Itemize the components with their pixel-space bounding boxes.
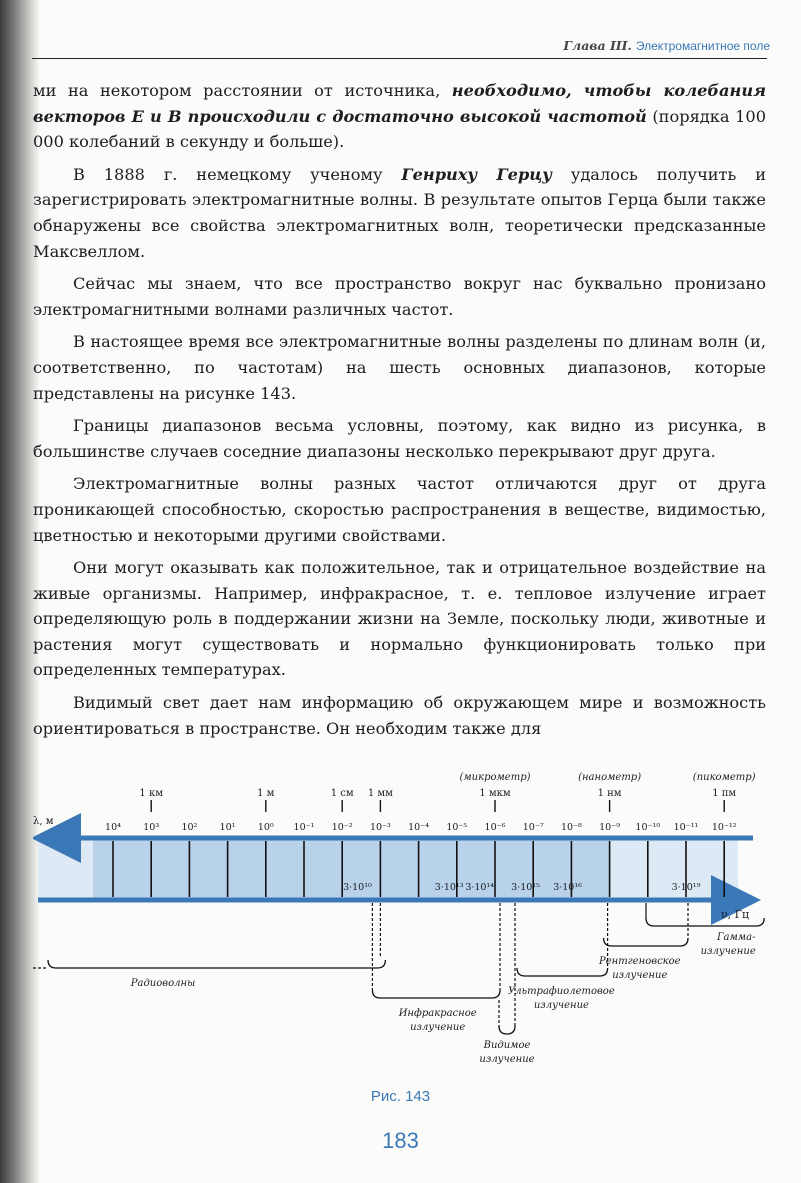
unit-label: 1 мм [367, 788, 393, 799]
frequency-label: 3·10¹⁴ [465, 882, 495, 893]
wavelength-tick-label: 10⁻⁸ [560, 822, 582, 833]
chapter-label: Глава III. [563, 38, 632, 53]
paragraph-6: Электромагнитные волны разных частот отличаются друг от друга проникающей способностью, скоростью распространения в веществе, видимостью, цветностью и некоторыми другими свойствами. [33, 474, 766, 545]
gamma-label: излучение [700, 946, 756, 957]
unit-label: 1 см [330, 788, 354, 799]
infrared-bracket [372, 990, 500, 998]
paragraph-7: Они могут оказывать как положительное, так и отрицательное воздействие на живые организмы. Например, инфракрасное, т. е. тепловое излучение играет определяющую роль в поддержании жизни на Земле, поскольку люди, животные и растения могут существовать и нормально функционировать только при определенных температурах. [33, 558, 766, 680]
paragraph-4: В настоящее время все электромагнитные волны разделены по длинам волн (и, соответственно, по частотам) на шесть основных диапазонов, которые представлены на рисунке 143. [33, 332, 766, 403]
frequency-label: 3·10¹³ [434, 882, 464, 893]
wavelength-tick-label: 10⁻⁴ [408, 822, 430, 833]
infrared-label: излучение [410, 1022, 466, 1033]
xray-bracket [604, 938, 688, 946]
p1-emphasis: необходимо, чтобы колебания векторов E и B происходили с достаточно высокой частотой [33, 81, 767, 126]
unit-label: 1 км [139, 788, 163, 799]
frequency-label: 3·10¹⁹ [671, 882, 701, 893]
wavelength-tick-label: 10⁻⁶ [484, 822, 506, 833]
ultraviolet-label: излучение [533, 1000, 589, 1011]
wavelength-tick-label: 10⁻⁵ [446, 822, 468, 833]
frequency-label: 3·10¹⁶ [553, 882, 582, 893]
unit-name-label: (нанометр) [578, 772, 642, 783]
wavelength-tick-label: 10⁻³ [369, 822, 391, 833]
paragraph-1 [33, 78, 766, 155]
p2-name: Генриху Герцу [401, 164, 552, 184]
nu-axis-label: ν, Гц [721, 908, 750, 921]
infrared-label: Инфракрасное [398, 1008, 477, 1019]
header-rule [32, 58, 767, 59]
xray-label: Рентгеновское [598, 956, 681, 967]
visible-bracket [499, 1026, 515, 1034]
section-title: Электромагнитное поле [635, 39, 770, 53]
unit-label: 1 пм [712, 788, 737, 799]
unit-label: 1 нм [597, 788, 622, 799]
ultraviolet-bracket [517, 968, 608, 976]
wavelength-tick-label: 10⁴ [105, 822, 121, 833]
unit-label: 1 м [257, 788, 275, 799]
unit-name-label: (микрометр) [459, 772, 531, 783]
p1-tail: (порядка 100 000 колебаний в секунду и больше). [33, 106, 766, 152]
radio-bracket [48, 960, 385, 968]
wavelength-tick-label: 10¹ [219, 822, 236, 833]
frequency-label: 3·10¹⁵ [511, 882, 540, 893]
wavelength-tick-label: 10⁻¹ [293, 822, 315, 833]
paragraph-2 [33, 162, 766, 264]
paragraph-3: Сейчас мы знаем, что все пространство вокруг нас буквально пронизано электромагнитными волнами различных частот. [33, 274, 766, 319]
figure-caption: Рис. 143 [370, 1088, 431, 1105]
p1-text: ми на некотором расстоянии от источника, [33, 81, 452, 100]
wavelength-tick-label: 10⁻¹⁰ [635, 822, 661, 833]
visible-label: Видимое [483, 1040, 531, 1051]
paragraph-8: Видимый свет дает нам информацию об окружающем мире и возможность ориентироваться в пространстве. Он необходим также для [33, 693, 766, 738]
wavelength-tick-label: 10⁻⁹ [599, 822, 621, 833]
wavelength-tick-label: 10⁻¹² [711, 822, 737, 833]
frequency-label: 3·10¹⁰ [343, 882, 372, 893]
wavelength-tick-label: 10⁻² [331, 822, 353, 833]
page-number: 183 [382, 1128, 419, 1153]
running-header [470, 38, 770, 53]
visible-label: излучение [479, 1054, 535, 1065]
unit-name-label: (пикометр) [692, 772, 756, 783]
ultraviolet-label: Ультрафиолетовое [508, 986, 615, 997]
em-spectrum-figure [33, 768, 773, 1088]
lambda-axis-label: λ, м [33, 816, 54, 827]
wavelength-tick-label: 10⁻⁷ [522, 822, 544, 833]
unit-label: 1 мкм [479, 788, 511, 799]
paragraph-5: Границы диапазонов весьма условны, поэтому, как видно из рисунка, в большинстве случаев соседние диапазоны несколько перекрывают друг друга. [33, 416, 766, 461]
gamma-label: Гамма- [716, 932, 756, 943]
p2-text: В 1888 г. немецкому ученому [73, 164, 402, 184]
body-text [33, 78, 766, 748]
p2-tail: удалось получить и зарегистрировать электромагнитные волны. В результате опытов Герца были также обнаружены все свойства электромагнитных волн, теоретически предсказанные Максвеллом. [33, 164, 766, 261]
xray-label: излучение [612, 970, 668, 981]
spectrum-diagram [33, 768, 773, 1088]
radio-label: Радиоволны [130, 978, 196, 989]
wavelength-tick-label: 10⁻¹¹ [673, 822, 699, 833]
wavelength-tick-label: 10² [181, 822, 198, 833]
wavelength-tick-label: 10³ [143, 822, 160, 833]
wavelength-tick-label: 10⁰ [257, 822, 274, 833]
